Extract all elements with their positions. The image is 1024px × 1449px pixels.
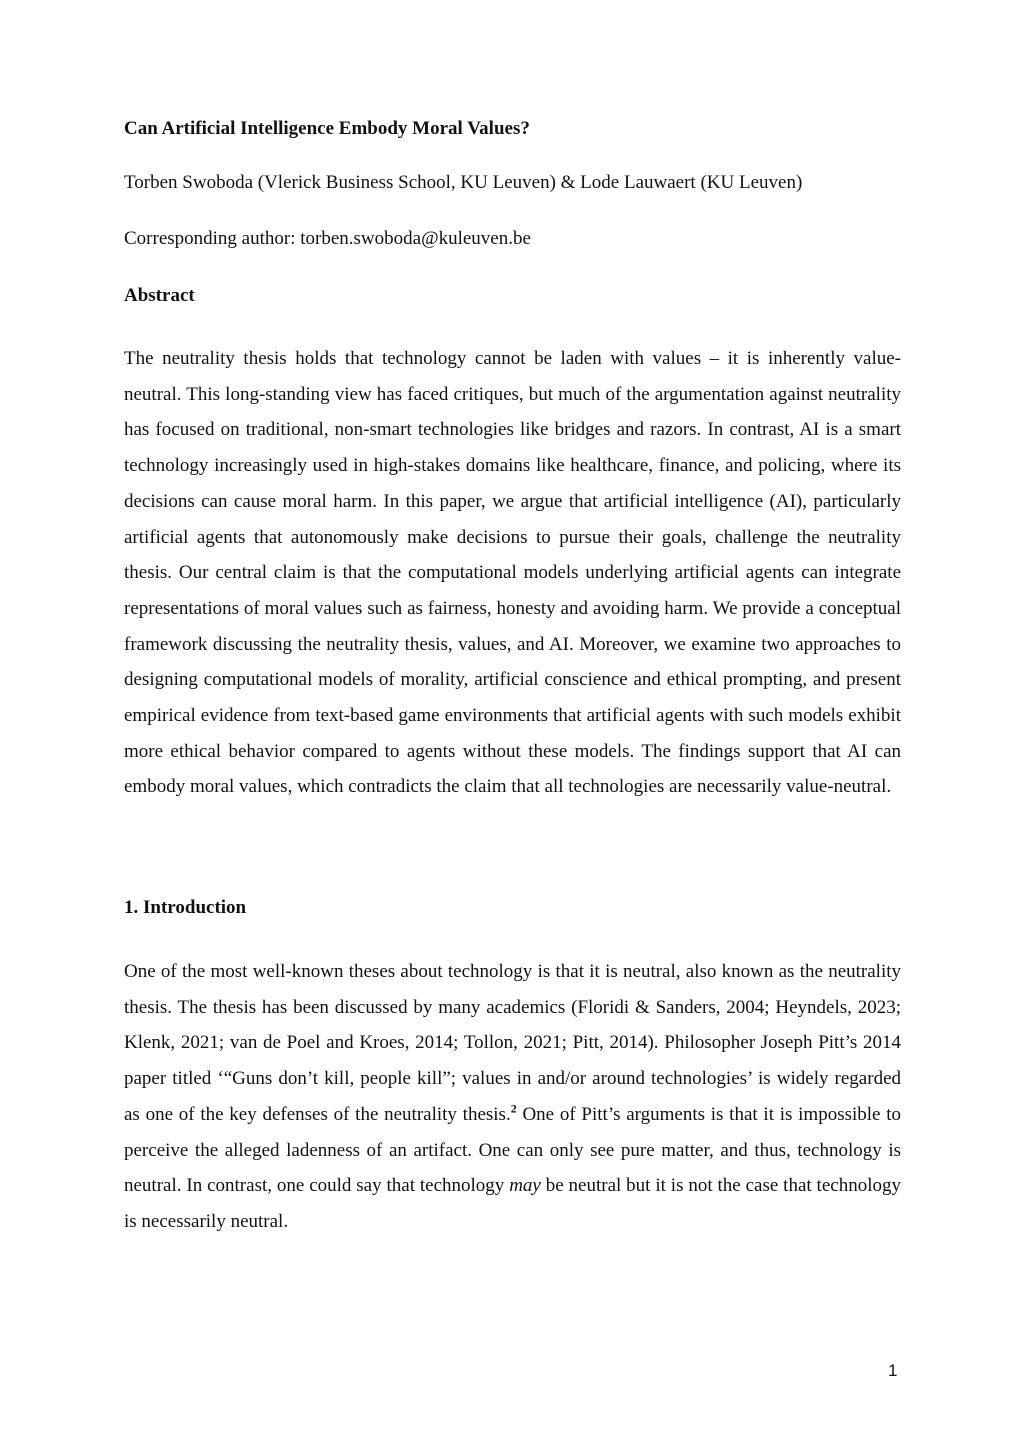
intro-text-part-3: be neutral but it is not the case that technology is necessarily neutral.	[124, 1175, 901, 1232]
introduction-text	[124, 954, 901, 1240]
corresponding-author: Corresponding author: torben.swoboda@kuleuven.be	[124, 228, 531, 249]
page-number: 1	[888, 1361, 898, 1380]
introduction-heading: 1. Introduction	[124, 897, 247, 918]
abstract-text: The neutrality thesis holds that technology cannot be laden with values – it is inherently value-neutral. This long-standing view has faced critiques, but much of the argumentation against neutrality has focused on traditional, non-smart technologies like bridges and razors. In contrast, AI is a smart technology increasingly used in high-stakes domains like healthcare, finance, and policing, where its decisions can cause moral harm. In this paper, we argue that artificial intelligence (AI), particularly artificial agents that autonomously make decisions to pursue their goals, challenge the neutrality thesis. Our central claim is that the computational models underlying artificial agents can integrate representations of moral values such as fairness, honesty and avoiding harm. We provide a conceptual framework discussing the neutrality thesis, values, and AI. Moreover, we examine two approaches to designing computational models of morality, artificial conscience and ethical prompting, and present empirical evidence from text-based game environments that artificial agents with such models exhibit more ethical behavior compared to agents without these models. The findings support that AI can embody moral values, which contradicts the claim that all technologies are necessarily value-neutral.	[124, 348, 901, 798]
paper-title: Can Artificial Intelligence Embody Moral Values?	[124, 118, 530, 139]
abstract-heading: Abstract	[124, 285, 195, 306]
footnote-marker: 2	[510, 1101, 517, 1116]
author-list: Torben Swoboda (Vlerick Business School, KU Leuven) & Lode Lauwaert (KU Leuven)	[124, 172, 803, 193]
intro-emphasis: may	[509, 1175, 541, 1197]
intro-text-part-1: One of the most well-known theses about technology is that it is neutral, also known as the neutrality thesis. The thesis has been discussed by many academics (Floridi & Sanders, 2004; Heyndels, 2023; Klenk, 2021; van de Poel and Kroes, 2014; Tollon, 2021; Pitt, 2014). Philosopher Joseph Pitt’s 2014 paper titled ‘“Guns don’t kill, people kill”; values in and/or around technologies’ is widely regarded as one of the key defenses of the neutrality thesis.	[124, 961, 901, 1125]
intro-text-part-2: One of Pitt’s arguments is that it is impossible to perceive the alleged ladenness of an artifact. One can only see pure matter, and thus, technology is neutral. In contrast, one could say that technology	[124, 1103, 901, 1197]
